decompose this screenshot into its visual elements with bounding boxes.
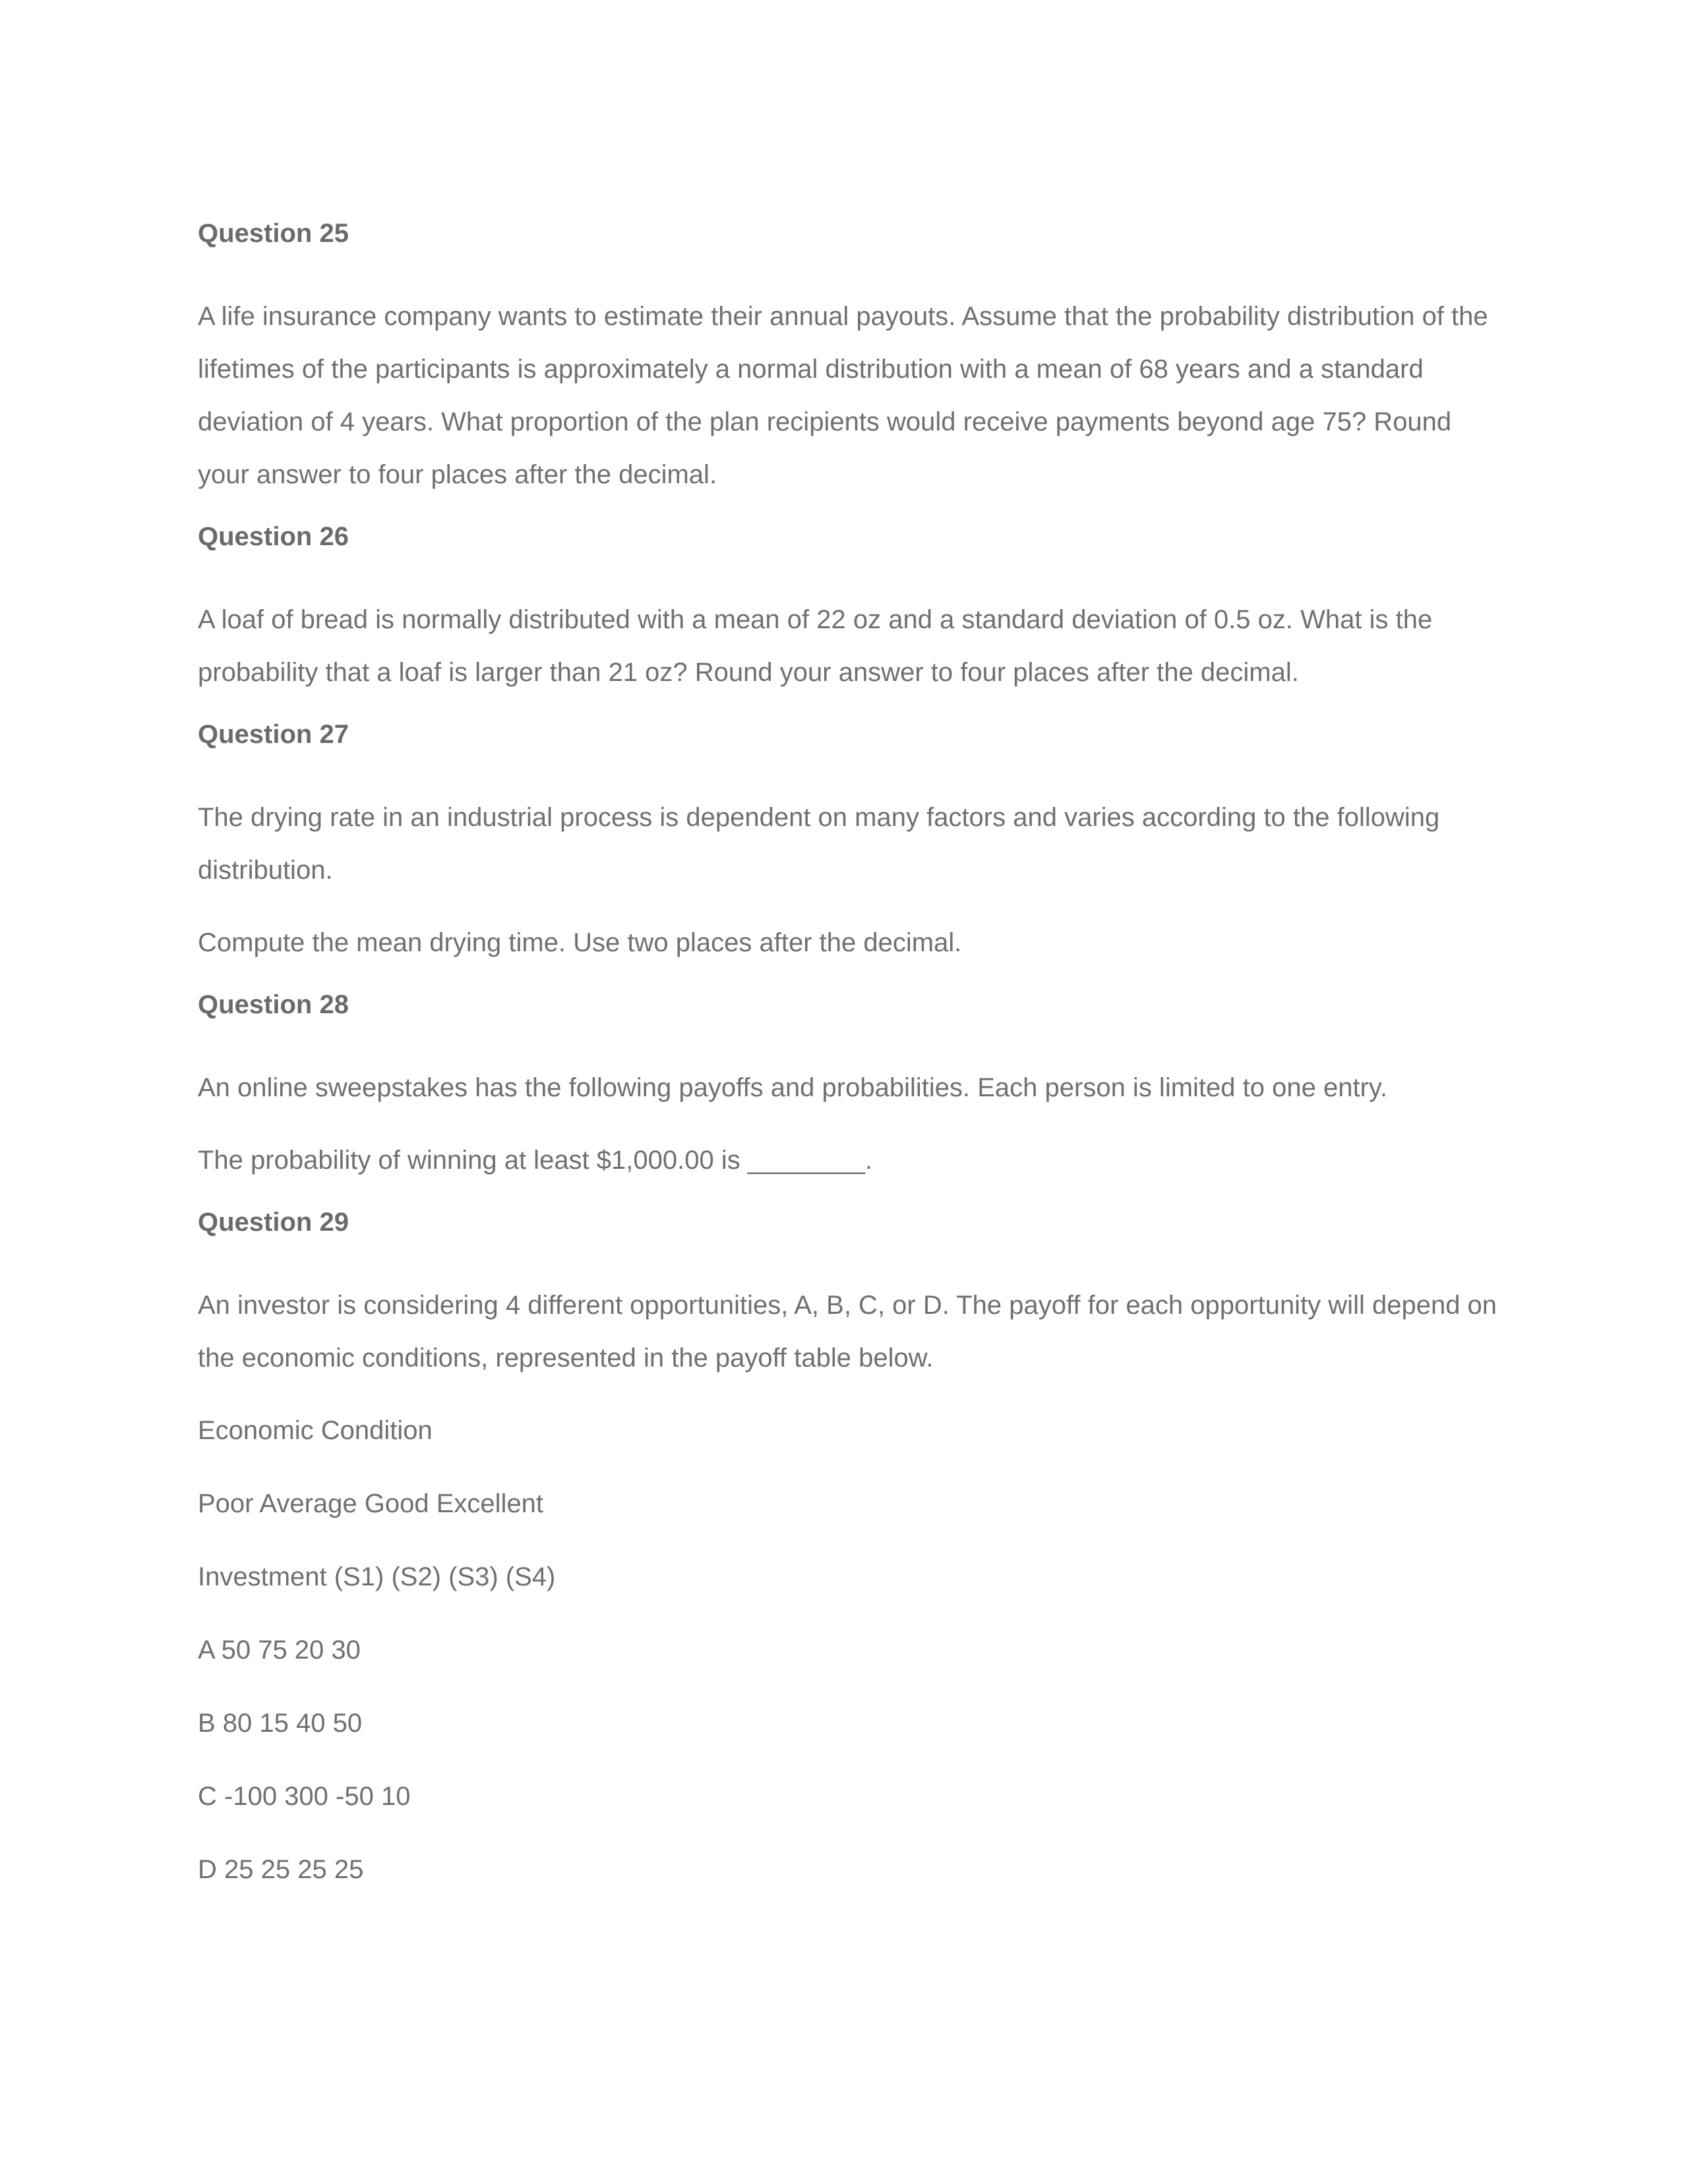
question-text: The drying rate in an industrial process is dependent on many factors and varies according to the following distribution. (198, 803, 1440, 885)
question-25 (198, 218, 1503, 501)
question-text: A loaf of bread is normally distributed with a mean of 22 oz and a standard deviation of 0.5 oz. What is the probability that a loaf is larger than 21 oz? Round your answer to four places after the decimal. (198, 605, 1433, 687)
question-heading: Question 29 (198, 1208, 349, 1237)
question-text: A life insurance company wants to estimate their annual payouts. Assume that the probability distribution of the lifetimes of the participants is approximately a normal distribution with a mean of 68 years and a standard deviation of 4 years. What proportion of the plan recipients would receive payments beyond age 75? Round your answer to four places after the decimal. (198, 302, 1488, 489)
document-page (198, 218, 1503, 1916)
question-26 (198, 521, 1503, 699)
question-text: An online sweepstakes has the following payoffs and probabilities. Each person is limited to one entry. (198, 1073, 1388, 1102)
question-28 (198, 989, 1503, 1187)
payoff-table-row-c: C -100 300 -50 10 (198, 1782, 411, 1811)
payoff-table-header-row: Investment (S1) (S2) (S3) (S4) (198, 1562, 556, 1591)
question-text: An investor is considering 4 different opportunities, A, B, C, or D. The payoff for each opportunity will depend on the economic conditions, represented in the payoff table below. (198, 1291, 1497, 1372)
payoff-table-condition-row: Poor Average Good Excellent (198, 1489, 544, 1518)
question-heading: Question 27 (198, 720, 349, 749)
question-29 (198, 1206, 1503, 1896)
question-27 (198, 719, 1503, 969)
question-heading: Question 25 (198, 219, 349, 248)
question-heading: Question 28 (198, 990, 349, 1019)
question-instruction: Compute the mean drying time. Use two places after the decimal. (198, 928, 962, 957)
question-fill-in-blank: The probability of winning at least $1,000.00 is ________. (198, 1146, 872, 1175)
payoff-table-caption: Economic Condition (198, 1416, 433, 1445)
payoff-table-row-b: B 80 15 40 50 (198, 1709, 363, 1738)
payoff-table-row-d: D 25 25 25 25 (198, 1855, 364, 1884)
payoff-table-row-a: A 50 75 20 30 (198, 1636, 361, 1665)
question-heading: Question 26 (198, 522, 349, 551)
